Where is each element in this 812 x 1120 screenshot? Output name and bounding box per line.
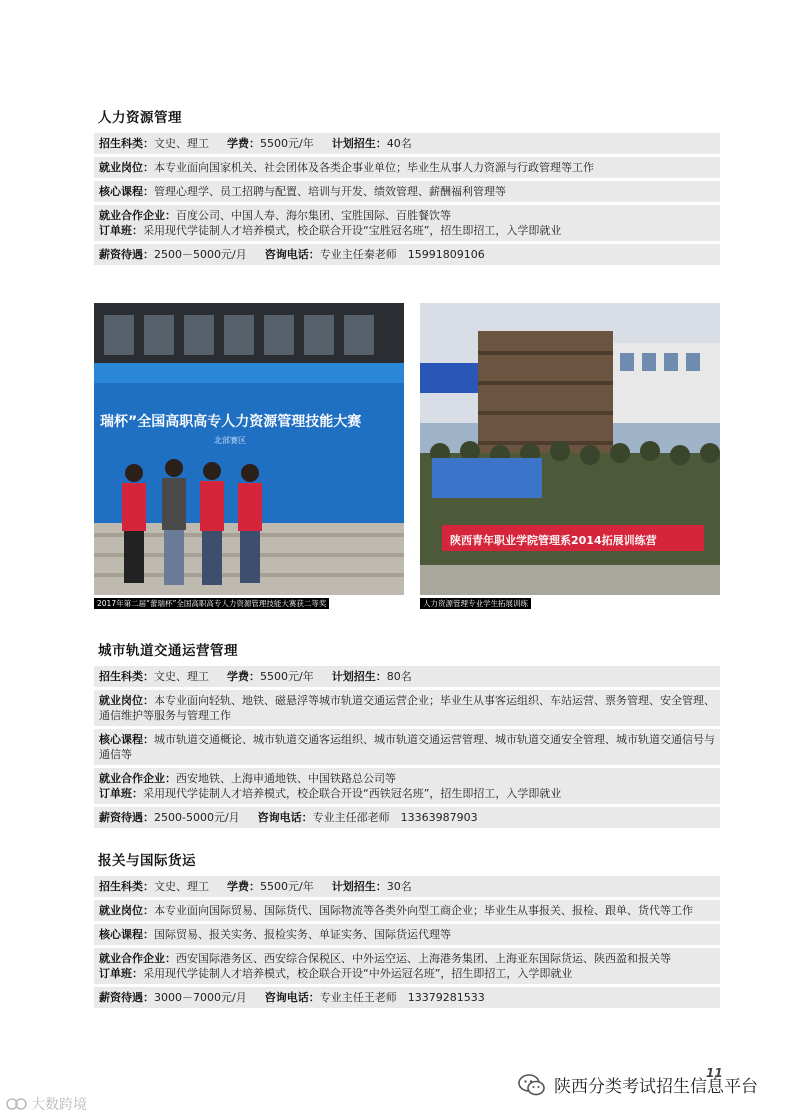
quota-value: 30名 [386, 880, 412, 893]
section-block-customs [94, 876, 720, 1011]
category-value: 文史、理工 [154, 670, 209, 683]
courses-value: 国际贸易、报关实务、报检实务、单证实务、国际货运代理等 [154, 928, 451, 941]
contact-value: 专业主任秦老师 15991809106 [319, 248, 485, 261]
jobs-label: 就业岗位： [99, 904, 154, 917]
competition-photo-image [94, 303, 404, 595]
partners-label: 就业合作企业： [99, 772, 176, 785]
competition-banner-sub: 北部赛区 [214, 436, 246, 445]
footer-brand [518, 1072, 758, 1097]
jobs-row [94, 690, 720, 726]
footer-brand-text: 陕西分类考试招生信息平台 [554, 1077, 758, 1097]
competition-banner-text: 瑞杯”全国高职高专人力资源管理技能大赛 [100, 414, 362, 430]
salary-row [94, 807, 720, 828]
section-title-rail: 城市轨道交通运营管理 [98, 643, 238, 659]
courses-value: 管理心理学、员工招聘与配置、培训与开发、绩效管理、薪酬福利管理等 [154, 185, 506, 198]
contact-value: 专业主任邵老师 13363987903 [312, 811, 478, 824]
jobs-row [94, 157, 720, 178]
training-photo-caption: 人力资源管理专业学生拓展训练 [420, 598, 531, 609]
courses-row [94, 729, 720, 765]
enroll-info-row [94, 876, 720, 897]
jobs-value: 本专业面向国际贸易、国际货代、国际物流等各类外向型工商企业；毕业生从事报关、报检、跟单、货代等工作 [154, 904, 693, 917]
partners-row [94, 948, 720, 984]
courses-row [94, 924, 720, 945]
competition-photo-caption: 2017年第二届“蕾瑞杯”全国高职高专人力资源管理技能大赛获二等奖 [94, 598, 329, 609]
section-block-rail [94, 666, 720, 831]
quota-label: 计划招生： [331, 670, 387, 683]
order-label: 订单班： [99, 224, 143, 237]
fee-value: 5500元/年 [260, 670, 314, 683]
order-value: 采用现代学徒制人才培养模式，校企联合开设“宝胜冠名班”，招生即招工，入学即就业 [143, 224, 562, 237]
order-label: 订单班： [99, 967, 143, 980]
partners-value: 百度公司、中国人寿、海尔集团、宝胜国际、百胜餐饮等 [176, 209, 451, 222]
category-label: 招生科类： [99, 670, 154, 683]
salary-row [94, 244, 720, 265]
salary-label: 薪资待遇： [99, 248, 154, 261]
salary-value: 2500－5000元/月 [154, 248, 247, 261]
quota-value: 40名 [386, 137, 412, 150]
partners-value: 西安国际港务区、西安综合保税区、中外运空运、上海港务集团、上海亚东国际货运、陕西盈和报关等 [176, 952, 671, 965]
order-value: 采用现代学徒制人才培养模式，校企联合开设“中外运冠名班”，招生即招工，入学即就业 [143, 967, 573, 980]
jobs-label: 就业岗位： [99, 161, 154, 174]
quota-label: 计划招生： [331, 880, 387, 893]
order-value: 采用现代学徒制人才培养模式，校企联合开设“西铁冠名班”，招生即招工，入学即就业 [143, 787, 562, 800]
jobs-row [94, 900, 720, 921]
section-title-customs: 报关与国际货运 [98, 853, 196, 869]
page-number: 11 [706, 1066, 723, 1080]
category-value: 文史、理工 [154, 137, 209, 150]
quota-label: 计划招生： [331, 137, 387, 150]
courses-label: 核心课程： [99, 185, 154, 198]
section-title-hr: 人力资源管理 [98, 110, 182, 126]
courses-row [94, 181, 720, 202]
section-block-hr [94, 133, 720, 268]
order-label: 订单班： [99, 787, 143, 800]
watermark-logo-icon [6, 1096, 28, 1112]
courses-value: 城市轨道交通概论、城市轨道交通客运组织、城市轨道交通运营管理、城市轨道交通安全管理、城市轨道交通信号与通信等 [99, 733, 715, 761]
training-banner-text: 陕西青年职业学院管理系2014拓展训练营 [450, 534, 657, 547]
partners-row [94, 205, 720, 241]
competition-photo [94, 303, 404, 595]
category-value: 文史、理工 [154, 880, 209, 893]
category-label: 招生科类： [99, 880, 154, 893]
watermark-text: 大数跨境 [31, 1097, 87, 1113]
salary-value: 2500-5000元/月 [154, 811, 240, 824]
wechat-icon [518, 1074, 546, 1096]
courses-label: 核心课程： [99, 928, 154, 941]
enroll-info-row [94, 666, 720, 687]
training-photo [420, 303, 720, 595]
quota-value: 80名 [386, 670, 412, 683]
training-photo-image [420, 303, 720, 595]
fee-label: 学费： [227, 670, 260, 683]
contact-label: 咨询电话： [257, 811, 313, 824]
fee-value: 5500元/年 [260, 137, 314, 150]
enroll-info-row [94, 133, 720, 154]
partners-label: 就业合作企业： [99, 209, 176, 222]
contact-label: 咨询电话： [264, 991, 320, 1004]
fee-label: 学费： [227, 137, 260, 150]
partners-value: 西安地铁、上海申通地铁、中国铁路总公司等 [176, 772, 396, 785]
jobs-value: 本专业面向国家机关、社会团体及各类企事业单位；毕业生从事人力资源与行政管理等工作 [154, 161, 594, 174]
partners-row [94, 768, 720, 804]
partners-label: 就业合作企业： [99, 952, 176, 965]
salary-value: 3000－7000元/月 [154, 991, 247, 1004]
courses-label: 核心课程： [99, 733, 154, 746]
jobs-label: 就业岗位： [99, 694, 154, 707]
watermark [6, 1094, 87, 1114]
salary-label: 薪资待遇： [99, 991, 154, 1004]
category-label: 招生科类： [99, 137, 154, 150]
fee-label: 学费： [227, 880, 260, 893]
jobs-value: 本专业面向轻轨、地铁、磁悬浮等城市轨道交通运营企业；毕业生从事客运组织、车站运营、票务管理、安全管理、通信维护等服务与管理工作 [99, 694, 715, 722]
contact-label: 咨询电话： [264, 248, 320, 261]
salary-label: 薪资待遇： [99, 811, 154, 824]
fee-value: 5500元/年 [260, 880, 314, 893]
contact-value: 专业主任王老师 13379281533 [319, 991, 485, 1004]
salary-row [94, 987, 720, 1008]
